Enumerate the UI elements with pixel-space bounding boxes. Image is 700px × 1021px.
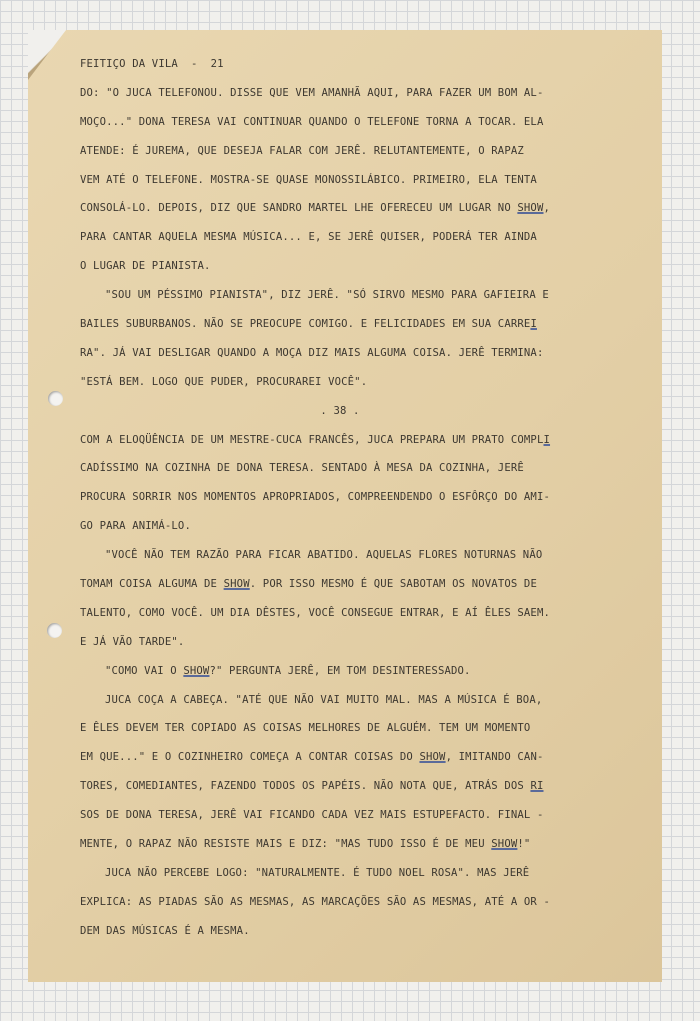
text-run: BAILES SUBURBANOS. NÃO SE PREOCUPE COMIGO. E FELICIDADES EM SUA CARRE xyxy=(80,318,531,331)
underlined-word: I xyxy=(543,433,551,446)
text-run: DEM DAS MÚSICAS É A MESMA. xyxy=(80,924,250,937)
text-line xyxy=(80,79,640,108)
underlined-word: I xyxy=(530,318,537,331)
text-run: MENTE, O RAPAZ NÃO RESISTE MAIS E DIZ: "MAS TUDO ISSO É DE MEU xyxy=(80,838,492,851)
body-text xyxy=(80,79,640,946)
text-run: TORES, COMEDIANTES, FAZENDO TODOS OS PAPÉIS. NÃO NOTA QUE, ATRÁS DOS xyxy=(80,780,531,793)
text-line xyxy=(80,368,640,397)
underlined-word: SHOW xyxy=(223,578,250,591)
section-number: . 38 . xyxy=(320,404,360,417)
text-run: DO: "O JUCA TELEFONOU. DISSE QUE VEM AMANHÃ AQUI, PARA FAZER UM BOM AL- xyxy=(80,86,544,99)
text-line xyxy=(80,917,640,946)
text-run: "VOCÊ NÃO TEM RAZÃO PARA FICAR ABATIDO. AQUELAS FLORES NOTURNAS NÃO xyxy=(105,549,543,562)
punch-hole-bottom xyxy=(47,623,62,638)
text-run: SOS DE DONA TERESA, JERÊ VAI FICANDO CADA VEZ MAIS ESTUPEFACTO. FINAL - xyxy=(80,809,544,822)
text-line xyxy=(80,801,640,830)
text-line xyxy=(80,714,640,743)
header-page-number: 21 xyxy=(210,58,224,70)
text-run: !" xyxy=(517,838,531,851)
text-line xyxy=(80,108,640,137)
text-line xyxy=(80,830,640,859)
text-run: "COMO VAI O xyxy=(105,664,184,677)
text-run: E ÊLES DEVEM TER COPIADO AS COISAS MELHORES DE ALGUÉM. TEM UM MOMENTO xyxy=(80,722,531,735)
text-run: ?" PERGUNTA JERÊ, EM TOM DESINTERESSADO. xyxy=(209,664,471,677)
text-line xyxy=(80,194,640,223)
header-separator: - xyxy=(190,58,198,70)
text-run: EM QUE..." E O COZINHEIRO COMEÇA A CONTAR COISAS DO xyxy=(80,751,420,764)
text-line xyxy=(80,512,640,541)
text-line xyxy=(80,339,640,368)
text-line xyxy=(80,166,640,195)
text-run: "SOU UM PÉSSIMO PIANISTA", DIZ JERÊ. "SÓ SIRVO MESMO PARA GAFIEIRA E xyxy=(105,289,549,302)
underlined-word: SHOW xyxy=(491,838,518,851)
underlined-word: SHOW xyxy=(517,202,544,215)
text-line xyxy=(80,454,640,483)
text-line xyxy=(80,281,640,310)
underlined-word: SHOW xyxy=(183,664,210,677)
text-line xyxy=(80,541,640,570)
text-line xyxy=(80,859,640,888)
text-run: COM A ELOQÜÊNCIA DE UM MESTRE-CUCA FRANCÊS, JUCA PREPARA UM PRATO COMPL xyxy=(80,433,544,446)
text-run: CADÍSSIMO NA COZINHA DE DONA TERESA. SENTADO À MESA DA COZINHA, JERÊ xyxy=(80,462,524,475)
text-run: , xyxy=(543,202,551,215)
text-line xyxy=(80,657,640,686)
underlined-word: SHOW xyxy=(419,751,446,764)
header-title: FEITIÇO DA VILA xyxy=(80,58,178,70)
text-run: ATENDE: É JUREMA, QUE DESEJA FALAR COM JERÊ. RELUTANTEMENTE, O RAPAZ xyxy=(80,144,524,157)
text-run: , IMITANDO CAN- xyxy=(445,751,544,764)
text-run: EXPLICA: AS PIADAS SÃO AS MESMAS, AS MARCAÇÕES SÃO AS MESMAS, ATÉ A OR - xyxy=(80,895,551,908)
underlined-word: RI xyxy=(530,780,544,793)
text-run: TALENTO, COMO VOCÊ. UM DIA DÊSTES, VOCÊ CONSEGUE ENTRAR, E AÍ ÊLES SAEM. xyxy=(80,606,551,619)
text-run: CONSOLÁ-LO. DEPOIS, DIZ QUE SANDRO MARTEL LHE OFERECEU UM LUGAR NO xyxy=(80,202,518,215)
text-line xyxy=(80,137,640,166)
text-line xyxy=(80,310,640,339)
text-run: . POR ISSO MESMO É QUE SABOTAM OS NOVATOS DE xyxy=(249,578,537,591)
punch-hole-top xyxy=(48,391,63,406)
text-line xyxy=(80,628,640,657)
text-run: JUCA COÇA A CABEÇA. "ATÉ QUE NÃO VAI MUITO MAL. MAS A MÚSICA É BOA, xyxy=(105,693,543,706)
text-line xyxy=(80,888,640,917)
text-run: "ESTÁ BEM. LOGO QUE PUDER, PROCURAREI VOCÊ". xyxy=(80,375,368,388)
text-run: RA". JÁ VAI DESLIGAR QUANDO A MOÇA DIZ MAIS ALGUMA COISA. JERÊ TERMINA: xyxy=(80,346,544,359)
text-run: GO PARA ANIMÁ-LO. xyxy=(80,520,191,533)
text-line xyxy=(80,686,640,715)
text-line xyxy=(80,426,640,455)
page-text xyxy=(80,50,640,946)
text-run: PARA CANTAR AQUELA MESMA MÚSICA... E, SE JERÊ QUISER, PODERÁ TER AINDA xyxy=(80,231,537,244)
text-line xyxy=(80,252,640,281)
text-run: VEM ATÉ O TELEFONE. MOSTRA-SE QUASE MONOSSILÁBICO. PRIMEIRO, ELA TENTA xyxy=(80,173,537,186)
text-line xyxy=(80,743,640,772)
text-line xyxy=(80,483,640,512)
text-run: TOMAM COISA ALGUMA DE xyxy=(80,578,224,591)
text-line xyxy=(80,772,640,801)
text-run: O LUGAR DE PIANISTA. xyxy=(80,260,211,273)
page-header xyxy=(80,50,640,79)
text-run: PROCURA SORRIR NOS MOMENTOS APROPRIADOS, COMPREENDENDO O ESFÔRÇO DO AMI- xyxy=(80,491,551,504)
text-run: MOÇO..." DONA TERESA VAI CONTINUAR QUANDO O TELEFONE TORNA A TOCAR. ELA xyxy=(80,115,544,128)
text-line xyxy=(80,570,640,599)
text-line xyxy=(80,223,640,252)
text-run: E JÁ VÃO TARDE". xyxy=(80,635,185,648)
text-run: JUCA NÃO PERCEBE LOGO: "NATURALMENTE. É TUDO NOEL ROSA". MAS JERÊ xyxy=(105,866,530,879)
text-line xyxy=(80,599,640,628)
